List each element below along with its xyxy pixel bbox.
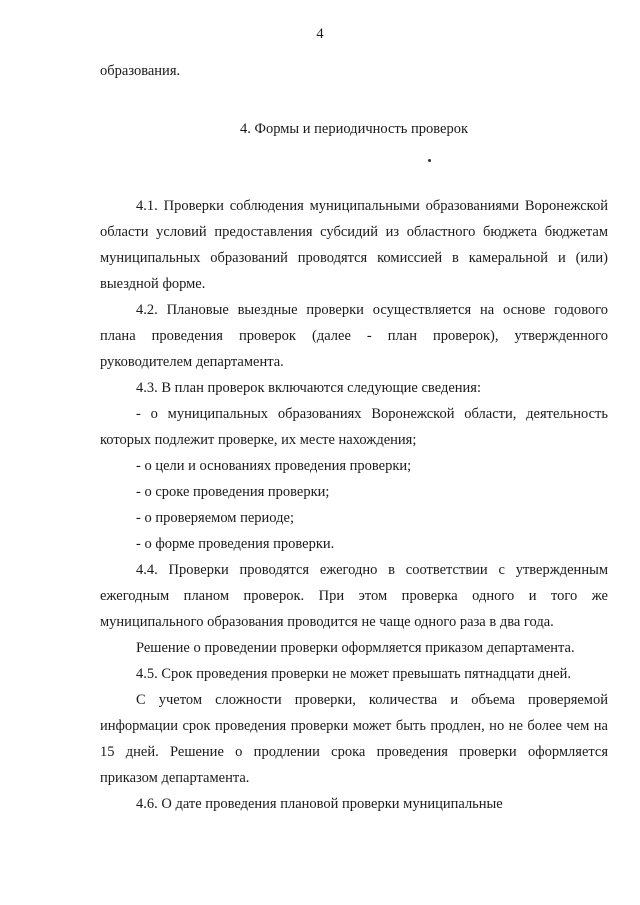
paragraph-4-1: 4.1. Проверки соблюдения муниципальными образованиями Воронежской области условий предоставления субсидий из областного бюджета бюджетам муниципальных образований проводятся комиссией в камеральной и (или) выездной форме. (100, 198, 608, 292)
list-item-purpose: - о цели и основаниях проведения проверки; (136, 458, 412, 474)
paragraph-extension: С учетом сложности проверки, количества и объема проверяемой информации срок проведения проверки может быть продлен, но не более чем на 15 дней. Решение о продлении срока проведения проверки оформляется приказом департамента. (100, 692, 608, 786)
document-body (100, 58, 608, 817)
page-number: 4 (316, 26, 324, 42)
list-item-form: - о форме проведения проверки. (136, 536, 335, 552)
paragraph-4-6: 4.6. О дате проведения плановой проверки муниципальные (136, 796, 503, 812)
list-item-period: - о проверяемом периоде; (136, 510, 294, 526)
section-title: 4. Формы и периодичность проверок (239, 121, 468, 137)
intro-fragment: образования. (100, 63, 181, 79)
list-item-term: - о сроке проведения проверки; (136, 484, 330, 500)
paragraph-4-2: 4.2. Плановые выездные проверки осуществляется на основе годового плана проведения проверок (далее - план проверок), утвержденного руководителем департамента. (100, 302, 608, 370)
list-item-municipalities: - о муниципальных образованиях Воронежской области, деятельность которых подлежит проверке, их месте нахождения; (100, 406, 608, 448)
paragraph-decision: Решение о проведении проверки оформляется приказом департамента. (136, 640, 575, 656)
paragraph-4-5: 4.5. Срок проведения проверки не может превышать пятнадцати дней. (136, 666, 572, 682)
paragraph-4-3: 4.3. В план проверок включаются следующие сведения: (136, 380, 481, 396)
paragraph-4-4: 4.4. Проверки проводятся ежегодно в соответствии с утвержденным ежегодным планом проверок. При этом проверка одного и того же муниципального образования проводится не чаще одного раза в два года. (100, 562, 608, 630)
